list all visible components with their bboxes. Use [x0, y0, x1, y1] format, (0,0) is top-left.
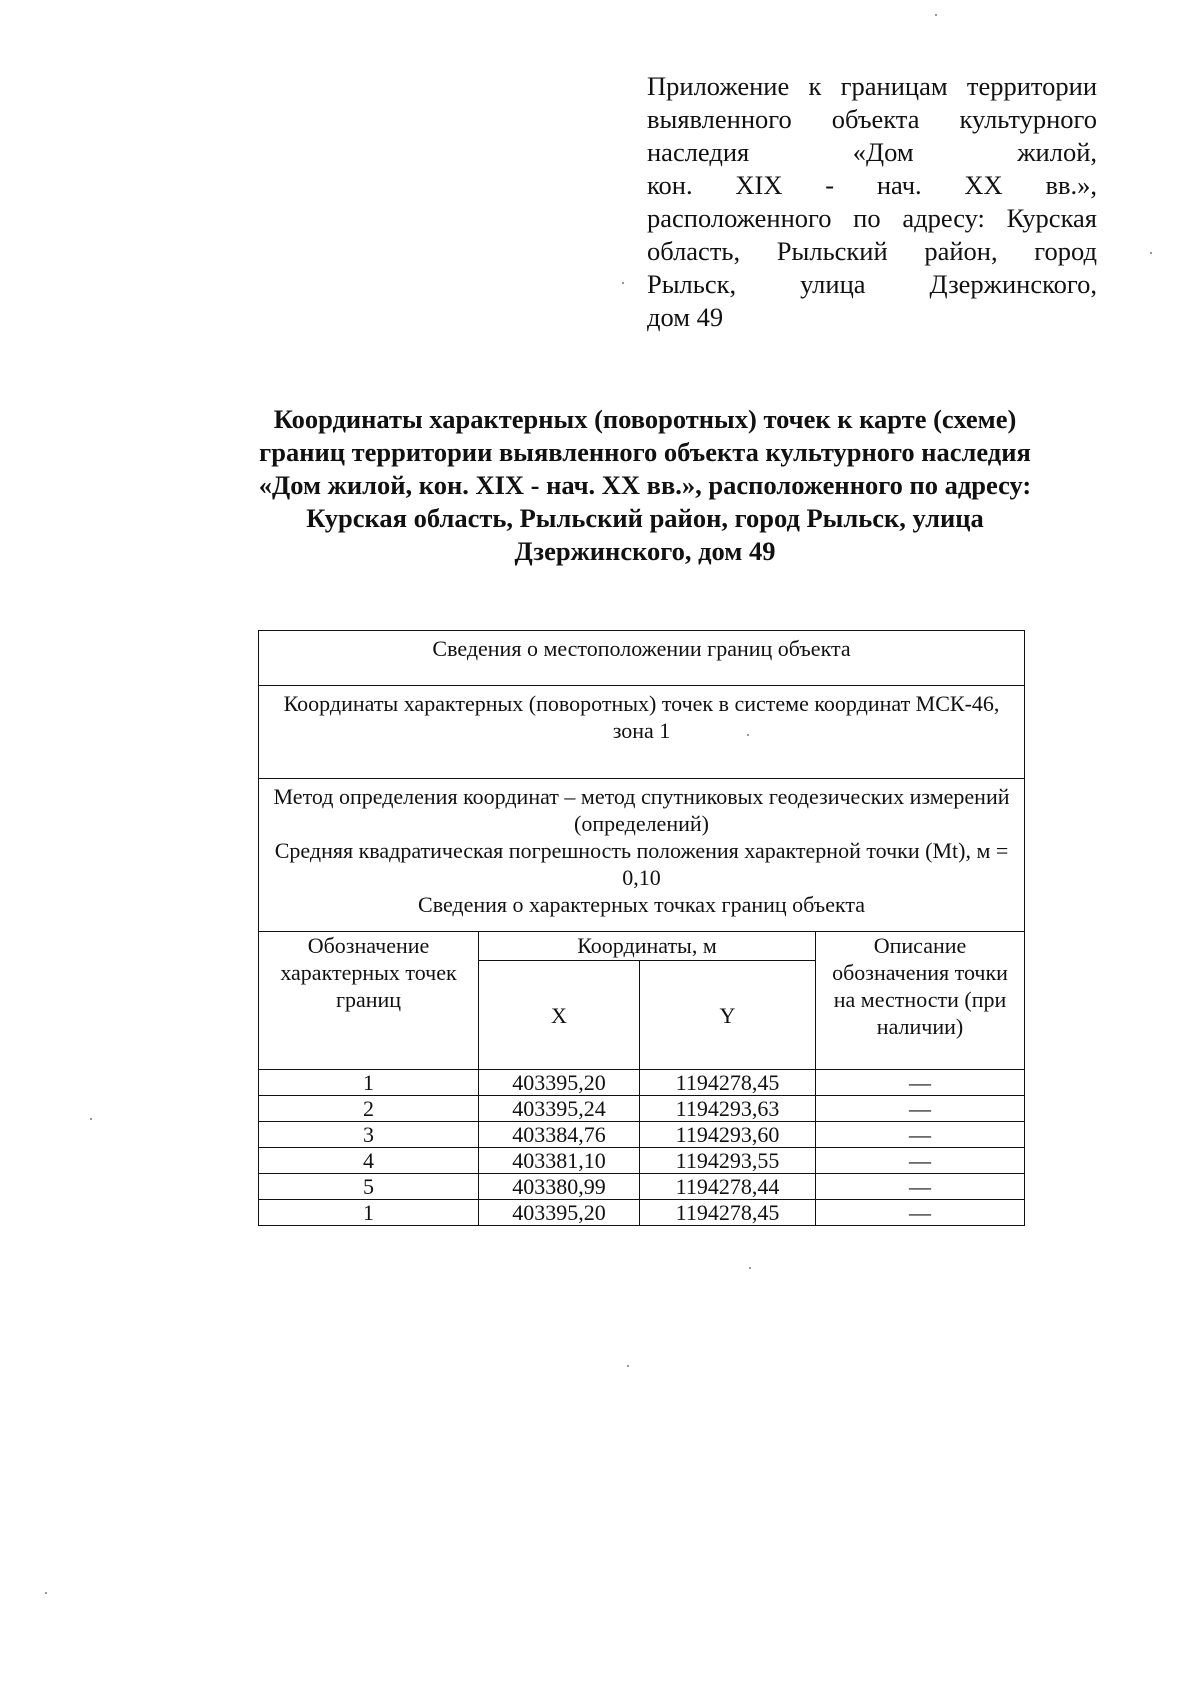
table-header-row	[259, 932, 1025, 961]
x-header: X	[479, 961, 640, 1070]
point-header: Обозначение характерных точек границ	[259, 932, 479, 1070]
description-cell: —	[816, 1174, 1025, 1200]
title-line: Дзержинского, дом 49	[514, 536, 776, 566]
table-body	[259, 1070, 1025, 1226]
description-cell: —	[816, 1096, 1025, 1122]
description-cell: —	[816, 1122, 1025, 1148]
point-cell: 4	[259, 1148, 479, 1174]
point-cell: 1	[259, 1070, 479, 1096]
y-cell: 1194293,55	[640, 1148, 816, 1174]
document-title	[180, 403, 1110, 568]
appendix-line: кон. XIX - нач. XX вв.»,	[647, 170, 1097, 200]
scan-speck	[1150, 252, 1152, 254]
scan-speck	[627, 1365, 629, 1367]
y-cell: 1194293,60	[640, 1122, 816, 1148]
section-title-cell: Сведения о местоположении границ объекта	[259, 631, 1025, 686]
scan-speck	[45, 1592, 47, 1594]
points-title-text: Сведения о характерных точках границ объекта	[418, 892, 865, 917]
point-cell: 3	[259, 1122, 479, 1148]
description-header: Описание обозначения точки на местности (при наличии)	[816, 932, 1025, 1070]
scan-speck	[747, 734, 749, 736]
point-cell: 5	[259, 1174, 479, 1200]
point-cell: 2	[259, 1096, 479, 1122]
title-line: границ территории выявленного объекта культурного наследия	[259, 437, 1031, 467]
description-cell: —	[816, 1200, 1025, 1226]
table-row	[259, 686, 1025, 779]
y-cell: 1194278,45	[640, 1200, 816, 1226]
x-cell: 403381,10	[479, 1148, 640, 1174]
accuracy-text: Средняя квадратическая погрешность положения характерной точки (Mt), м = 0,10	[274, 838, 1009, 890]
title-line: «Дом жилой, кон. XIX - нач. XX вв.», расположенного по адресу:	[258, 470, 1032, 500]
point-cell: 1	[259, 1200, 479, 1226]
table-row	[259, 1096, 1025, 1122]
y-cell: 1194293,63	[640, 1096, 816, 1122]
table-row	[259, 1200, 1025, 1226]
coords-header: Координаты, м	[479, 932, 816, 961]
x-cell: 403395,24	[479, 1096, 640, 1122]
scan-speck	[622, 282, 624, 284]
table-row	[259, 1122, 1025, 1148]
appendix-line: дом 49	[647, 302, 724, 332]
title-line: Координаты характерных (поворотных) точек к карте (схеме)	[273, 404, 1017, 434]
x-cell: 403395,20	[479, 1070, 640, 1096]
description-cell: —	[816, 1148, 1025, 1174]
scan-speck	[749, 1267, 751, 1269]
appendix-line: расположенного по адресу: Курская	[647, 203, 1097, 233]
appendix-line: наследия «Дом жилой,	[647, 137, 1097, 167]
x-cell: 403395,20	[479, 1200, 640, 1226]
scan-speck	[90, 1118, 92, 1120]
appendix-line: выявленного объекта культурного	[647, 104, 1097, 134]
table-row	[259, 1070, 1025, 1096]
coordinates-table	[258, 630, 1025, 1226]
coord-system-cell: Координаты характерных (поворотных) точек в системе координат МСК-46, зона 1	[259, 686, 1025, 779]
method-cell	[259, 779, 1025, 932]
table-row	[259, 631, 1025, 686]
method-text: Метод определения координат – метод спутниковых геодезических измерений (определений)	[273, 784, 1010, 836]
appendix-line: Рыльск, улица Дзержинского,	[647, 269, 1097, 299]
title-line: Курская область, Рыльский район, город Рыльск, улица	[306, 503, 984, 533]
x-cell: 403384,76	[479, 1122, 640, 1148]
appendix-line: область, Рыльский район, город	[647, 236, 1097, 266]
y-cell: 1194278,44	[640, 1174, 816, 1200]
y-header: Y	[640, 961, 816, 1070]
appendix-line: Приложение к границам территории	[647, 71, 1097, 101]
scan-speck	[935, 14, 937, 16]
y-cell: 1194278,45	[640, 1070, 816, 1096]
table-row	[259, 1174, 1025, 1200]
table-row	[259, 1148, 1025, 1174]
table-row	[259, 779, 1025, 932]
appendix-note	[647, 70, 1097, 334]
x-cell: 403380,99	[479, 1174, 640, 1200]
description-cell: —	[816, 1070, 1025, 1096]
